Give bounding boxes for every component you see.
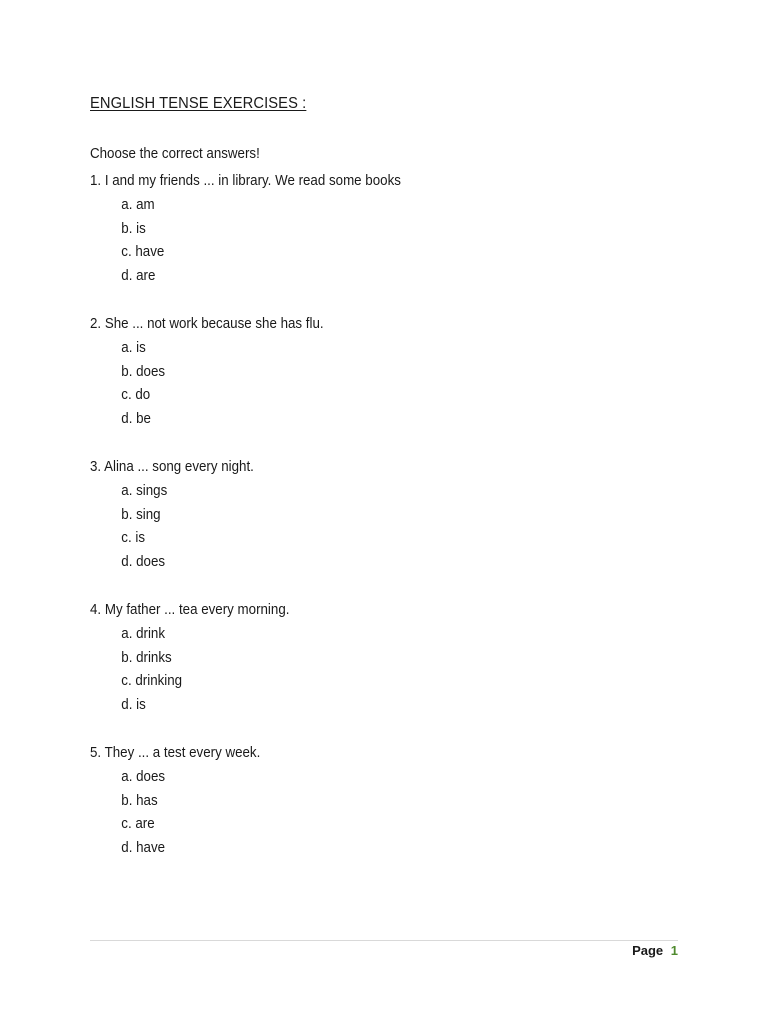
page-label: Page: [632, 943, 664, 958]
question-5: [90, 742, 690, 861]
answer-option: b. has: [121, 792, 158, 809]
document-title: ENGLISH TENSE EXERCISES :: [90, 95, 307, 112]
answer-option: c. do: [121, 387, 151, 404]
answer-option: a. drink: [121, 625, 166, 642]
answer-option: d. does: [121, 554, 166, 571]
footer-divider: [90, 940, 678, 941]
answer-option: d. is: [121, 697, 146, 714]
answer-option: b. sing: [121, 506, 161, 523]
answer-option: d. have: [121, 840, 166, 857]
instructions-text: Choose the correct answers!: [90, 146, 260, 162]
answer-option: d. are: [121, 268, 156, 285]
answer-option: a. does: [121, 768, 166, 785]
page-number-value: 1: [670, 943, 678, 958]
answer-option: b. drinks: [121, 649, 172, 666]
question-text: 3. Alina ... song every night.: [90, 458, 254, 475]
answer-option: c. have: [121, 244, 165, 261]
question-list: [90, 170, 690, 885]
question-2: [90, 313, 690, 432]
question-3: [90, 456, 690, 575]
answer-option: a. sings: [121, 482, 168, 499]
answer-option: b. does: [121, 363, 166, 380]
question-text: 4. My father ... tea every morning.: [90, 601, 290, 618]
answer-option: a. am: [121, 196, 155, 213]
answer-option: b. is: [121, 220, 146, 237]
answer-option: c. are: [121, 816, 155, 833]
page-number: [632, 943, 678, 958]
question-4: [90, 599, 690, 718]
question-text: 2. She ... not work because she has flu.: [90, 315, 324, 332]
question-1: [90, 170, 690, 289]
answer-option: d. be: [121, 411, 151, 428]
question-text: 1. I and my friends ... in library. We read some books: [90, 173, 401, 189]
answer-option: a. is: [121, 339, 146, 356]
question-text: 5. They ... a test every week.: [90, 744, 261, 761]
answer-option: c. drinking: [121, 673, 183, 690]
answer-option: c. is: [121, 530, 145, 547]
